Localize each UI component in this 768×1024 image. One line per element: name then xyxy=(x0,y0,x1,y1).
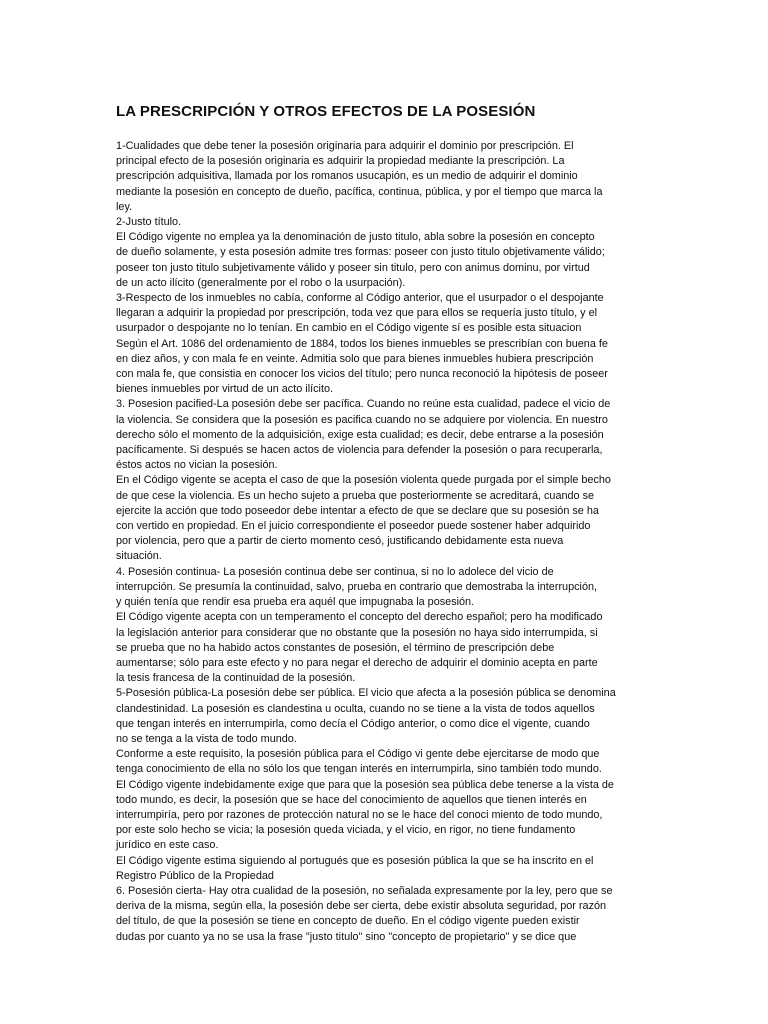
body-line: ley. xyxy=(116,200,133,213)
body-line: de dueño solamente, y esta posesión admite tres formas: poseer con justo titulo objetivamente válido; xyxy=(116,246,605,259)
body-line: 5-Posesión pública-La posesión debe ser pública. El vicio que afecta a la posesión pública se denomina xyxy=(116,687,616,700)
body-line: bienes inmuebles por virtud de un acto ilícito. xyxy=(116,383,333,396)
body-line: se prueba que no ha habido actos constantes de posesión, el término de prescripción debe xyxy=(116,641,555,654)
body-line: 3. Posesion pacified-La posesión debe ser pacífica. Cuando no reúne esta cualidad, padece el vicio de xyxy=(116,398,611,411)
body-line: usurpador o despojante no lo tenían. En cambio en el Código vigente sí es posible esta situacion xyxy=(116,322,582,335)
body-line: 2-Justo título. xyxy=(116,216,182,229)
body-line: la tesis francesa de la continuidad de la posesión. xyxy=(116,672,356,685)
body-line: situación. xyxy=(116,550,162,563)
body-line: la legislación anterior para considerar que no obstante que la posesión no haya sido interrumpida, si xyxy=(116,626,598,639)
body-line: llegaran a adquirir la propiedad por prescripción, toda vez que para ellos se requería justo título, y el xyxy=(116,307,598,320)
body-line: aumentarse; sólo para este efecto y no para negar el derecho de adquirir el dominio acepta en parte xyxy=(116,656,598,669)
body-line: principal efecto de la posesión originaria es adquirir la propiedad mediante la prescripción. La xyxy=(116,155,565,168)
body-line: por violencia, pero que a partir de cierto momento cesó, justificando debidamente esta nueva xyxy=(116,535,564,548)
body-line: 1-Cualidades que debe tener la posesión originaria para adquirir el dominio por prescripción. El xyxy=(116,140,574,152)
body-line: ejercite la acción que todo poseedor debe intentar a efecto de que se declare que su posesión se ha xyxy=(116,504,599,517)
document-body xyxy=(116,139,656,945)
body-line: prescripción adquisitiva, llamada por los romanos usucapión, es un medio de adquirir el dominio xyxy=(116,170,578,183)
body-line: todo mundo, es decir, la posesión que se hace del conocimiento de aquellos que tienen interés en xyxy=(116,793,587,806)
body-line: Según el Art. 1086 del ordenamiento de 1884, todos los bienes inmuebles se prescribían con buena fe xyxy=(116,337,608,350)
body-line: del título, de que la posesión se tiene en concepto de dueño. En el código vigente pueden existir xyxy=(116,915,580,928)
body-line: tenga conocimiento de ella no sólo los que tengan interés en interrumpirla, sino también todo mundo. xyxy=(116,763,602,776)
body-line: con mala fe, que consistia en conocer los vicios del título; pero nunca reconoció la hipótesis de poseer xyxy=(116,368,608,381)
body-line: El Código vigente estima siguiendo al portugués que es posesión pública la que se ha inscrito en el xyxy=(116,854,594,867)
body-line: dudas por cuanto ya no se usa la frase "justo titulo" sino "concepto de propietario" y se dice que xyxy=(116,930,577,943)
body-line: Conforme a este requisito, la posesión pública para el Código vi gente debe ejercitarse de modo que xyxy=(116,748,600,761)
body-line: por este solo hecho se vicia; la posesión queda viciada, y el vicio, en rigor, no tiene fundamento xyxy=(116,824,576,837)
body-line: la violencia. Se considera que la posesión es pacifica cuando no se adquiere por violencia. En nuestro xyxy=(116,413,608,426)
body-line: El Código vigente acepta con un temperamento el concepto del derecho español; pero ha modificado xyxy=(116,611,603,624)
body-line: en diez años, y con mala fe en veinte. Admitia solo que para bienes inmuebles hubiera prescripción xyxy=(116,352,594,365)
body-line: que tengan interés en interrumpirla, como decía el Código anterior, o como dice el vigente, cuando xyxy=(116,717,590,730)
body-line: 6. Posesión cierta- Hay otra cualidad de la posesión, no señalada expresamente por la ley, pero que se xyxy=(116,884,613,897)
body-line: 4. Posesión continua- La posesión continua debe ser continua, si no lo adolece del vicio de xyxy=(116,565,554,578)
body-line: jurídico en este caso. xyxy=(116,839,219,852)
body-line: con vertido en propiedad. En el juicio correspondiente el poseedor puede sostener haber adquirido xyxy=(116,520,591,533)
body-line: éstos actos no vician la posesión. xyxy=(116,459,278,472)
body-line: deriva de la misma, según ella, la posesión debe ser cierta, debe existir absoluta seguridad, por razón xyxy=(116,900,607,913)
body-line: clandestinidad. La posesión es clandestina u oculta, cuando no se tiene a la vista de todos aquellos xyxy=(116,702,595,715)
body-line: El Código vigente indebidamente exige que para que la posesión sea pública debe tenerse a la vista de xyxy=(116,778,614,791)
body-line: interrupción. Se presumía la continuidad, salvo, prueba en contrario que demostraba la interrupción, xyxy=(116,580,598,593)
body-line: mediante la posesión en concepto de dueño, pacífica, continua, pública, y por el tiempo que marca la xyxy=(116,185,603,198)
body-line: derecho sólo el momento de la adquisición, exige esta cualidad; es decir, debe entrarse a la posesión xyxy=(116,428,604,441)
body-line: Registro Público de la Propiedad xyxy=(116,869,274,882)
body-line: de que cese la violencia. Es un hecho sujeto a prueba que posteriormente se acreditará, cuando se xyxy=(116,489,595,502)
body-line: interrumpiría, pero por razones de protección natural no se le hace del conoci miento de todo mundo, xyxy=(116,808,603,821)
body-line: no se tenga a la vista de todo mundo. xyxy=(116,732,297,745)
document-title: LA PRESCRIPCIÓN Y OTROS EFECTOS DE LA POSESIÓN xyxy=(116,103,536,120)
body-line: pacíficamente. Si después se hacen actos de violencia para defender la posesión o para recuperarla, xyxy=(116,444,603,457)
body-line: de un acto ilícito (generalmente por el robo o la usurpación). xyxy=(116,276,406,289)
body-line: y quién tenía que rendir esa prueba era aquél que impugnaba la posesión. xyxy=(116,596,475,609)
body-line: poseer ton justo titulo subjetivamente válido y poseer sin titulo, pero con animus dominu, por virtud xyxy=(116,261,590,274)
body-line: En el Código vigente se acepta el caso de que la posesión violenta quede purgada por el simple becho xyxy=(116,474,611,487)
body-line: 3-Respecto de los inmuebles no cabía, conforme al Código anterior, que el usurpador o el despojante xyxy=(116,292,604,305)
body-line: El Código vigente no emplea ya la denominación de justo titulo, abla sobre la posesión en concepto xyxy=(116,231,595,244)
